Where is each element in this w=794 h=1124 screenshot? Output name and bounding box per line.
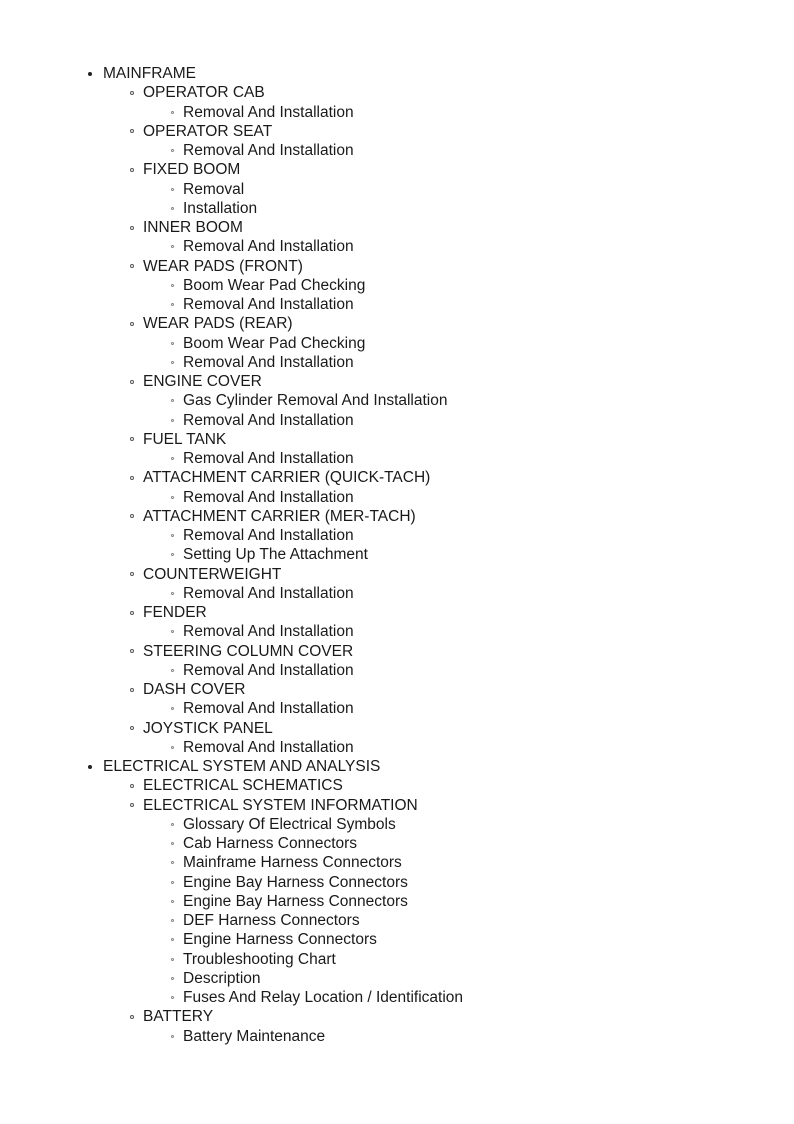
toc-item	[0, 103, 794, 122]
bullet-icon	[127, 680, 137, 699]
toc-label: Removal And Installation	[183, 142, 354, 159]
toc-label: ENGINE COVER	[143, 373, 262, 390]
toc-label: Troubleshooting Chart	[183, 950, 336, 968]
toc-item	[0, 661, 794, 680]
bullet-icon	[167, 738, 177, 757]
toc-label: Glossary Of Electrical Symbols	[183, 815, 396, 833]
toc-label: ELECTRICAL SYSTEM AND ANALYSIS	[103, 758, 381, 775]
bullet-icon	[167, 988, 177, 1007]
toc-section	[0, 64, 794, 83]
bullet-icon	[167, 488, 177, 507]
toc-label: DASH COVER	[143, 681, 246, 698]
toc-label: Cab Harness Connectors	[183, 835, 358, 852]
bullet-icon	[167, 391, 177, 410]
toc-item	[0, 449, 794, 468]
toc-item	[0, 180, 794, 199]
bullet-icon	[167, 661, 177, 680]
bullet-icon	[127, 218, 137, 237]
bullet-icon	[167, 930, 177, 949]
bullet-icon	[127, 430, 137, 449]
toc-item	[0, 353, 794, 372]
toc-item	[0, 1027, 794, 1046]
toc-subsection	[0, 430, 794, 449]
toc-item	[0, 545, 794, 564]
toc-label: Boom Wear Pad Checking	[183, 276, 366, 294]
bullet-icon	[127, 1007, 137, 1026]
toc-label: Removal And Installation	[183, 738, 354, 756]
toc-label: DEF Harness Connectors	[183, 912, 360, 929]
bullet-icon	[127, 257, 137, 276]
toc-subsection	[0, 680, 794, 699]
toc-subsection	[0, 1007, 794, 1026]
bullet-icon	[167, 892, 177, 911]
toc-item	[0, 391, 794, 410]
toc-subsection	[0, 218, 794, 237]
toc-label: STEERING COLUMN COVER	[143, 642, 354, 660]
toc-label: Engine Bay Harness Connectors	[183, 892, 408, 910]
toc-label: Removal And Installation	[183, 238, 354, 256]
toc-item	[0, 853, 794, 872]
bullet-icon	[167, 199, 177, 218]
toc-subsection	[0, 603, 794, 622]
bullet-icon	[167, 526, 177, 545]
toc-label: FIXED BOOM	[143, 161, 241, 179]
toc-label: BATTERY	[143, 1008, 214, 1026]
toc-label: COUNTERWEIGHT	[143, 565, 282, 583]
toc-item	[0, 295, 794, 314]
bullet-icon	[167, 873, 177, 892]
bullet-icon	[167, 584, 177, 603]
toc-item	[0, 911, 794, 930]
toc-subsection	[0, 776, 794, 795]
bullet-icon	[167, 103, 177, 122]
toc-item	[0, 873, 794, 892]
bullet-icon	[167, 1027, 177, 1046]
bullet-icon	[127, 468, 137, 487]
toc-item	[0, 815, 794, 834]
toc-label: OPERATOR CAB	[143, 84, 265, 102]
toc-subsection	[0, 160, 794, 179]
toc-item	[0, 141, 794, 160]
toc-label: WEAR PADS (FRONT)	[143, 257, 303, 275]
toc-label: ELECTRICAL SCHEMATICS	[143, 777, 343, 795]
bullet-icon	[127, 314, 137, 333]
bullet-icon	[167, 950, 177, 969]
bullet-icon	[167, 699, 177, 718]
toc-subsection	[0, 719, 794, 738]
toc-label: Setting Up The Attachment	[183, 546, 368, 564]
bullet-icon	[167, 834, 177, 853]
toc-label: INNER BOOM	[143, 219, 243, 236]
toc-label: Removal And Installation	[183, 411, 354, 429]
bullet-icon	[85, 64, 95, 83]
bullet-icon	[167, 853, 177, 872]
toc-subsection	[0, 468, 794, 487]
toc-subsection	[0, 565, 794, 584]
toc-label: Removal And Installation	[183, 661, 354, 679]
bullet-icon	[167, 411, 177, 430]
bullet-icon	[127, 160, 137, 179]
toc-label: FENDER	[143, 604, 207, 621]
toc-label: Engine Bay Harness Connectors	[183, 873, 408, 891]
toc-label: Removal And Installation	[183, 103, 354, 121]
toc-label: Engine Harness Connectors	[183, 931, 377, 949]
toc-item	[0, 526, 794, 545]
bullet-icon	[167, 334, 177, 353]
toc-label: WEAR PADS (REAR)	[143, 315, 293, 333]
toc-item	[0, 622, 794, 641]
toc-label: Removal And Installation	[183, 296, 354, 313]
toc-label: Battery Maintenance	[183, 1027, 326, 1045]
toc-item	[0, 411, 794, 430]
toc-subsection	[0, 372, 794, 391]
toc-item	[0, 488, 794, 507]
toc-item	[0, 738, 794, 757]
toc-label: Mainframe Harness Connectors	[183, 854, 402, 872]
toc-subsection	[0, 83, 794, 102]
toc-item	[0, 276, 794, 295]
toc-section	[0, 757, 794, 776]
toc-label: Removal And Installation	[183, 527, 354, 544]
toc-label: Installation	[183, 199, 258, 217]
bullet-icon	[167, 815, 177, 834]
toc-label: MAINFRAME	[103, 65, 196, 82]
toc-label: FUEL TANK	[143, 430, 227, 448]
bullet-icon	[85, 757, 95, 776]
toc-label: ATTACHMENT CARRIER (QUICK-TACH)	[143, 469, 431, 487]
bullet-icon	[127, 776, 137, 795]
toc-label: OPERATOR SEAT	[143, 122, 273, 140]
toc-label: ELECTRICAL SYSTEM INFORMATION	[143, 796, 418, 814]
toc-label: Description	[183, 969, 261, 987]
toc-label: Removal	[183, 180, 245, 198]
toc-subsection	[0, 314, 794, 333]
bullet-icon	[167, 295, 177, 314]
bullet-icon	[167, 353, 177, 372]
toc-label: Removal And Installation	[183, 450, 354, 467]
bullet-icon	[127, 719, 137, 738]
bullet-icon	[167, 141, 177, 160]
toc-subsection	[0, 642, 794, 661]
toc-label: Gas Cylinder Removal And Installation	[183, 392, 448, 410]
toc-label: Boom Wear Pad Checking	[183, 334, 366, 352]
toc-label: Removal And Installation	[183, 353, 354, 371]
toc-label: ATTACHMENT CARRIER (MER-TACH)	[143, 507, 416, 525]
toc-label: Removal And Installation	[183, 488, 354, 506]
toc-item	[0, 334, 794, 353]
bullet-icon	[127, 642, 137, 661]
toc-label: JOYSTICK PANEL	[143, 719, 273, 737]
toc-label: Removal And Installation	[183, 700, 354, 718]
toc-item	[0, 892, 794, 911]
toc-item	[0, 584, 794, 603]
toc-item	[0, 699, 794, 718]
toc-item	[0, 834, 794, 853]
bullet-icon	[167, 276, 177, 295]
bullet-icon	[167, 449, 177, 468]
toc-item	[0, 969, 794, 988]
toc-item	[0, 199, 794, 218]
bullet-icon	[127, 122, 137, 141]
toc-subsection	[0, 796, 794, 815]
bullet-icon	[167, 622, 177, 641]
toc-label: Removal And Installation	[183, 623, 354, 641]
bullet-icon	[127, 83, 137, 102]
toc-subsection	[0, 507, 794, 526]
bullet-icon	[167, 237, 177, 256]
toc-label: Removal And Installation	[183, 584, 354, 602]
toc-subsection	[0, 122, 794, 141]
bullet-icon	[127, 372, 137, 391]
toc-item	[0, 237, 794, 256]
bullet-icon	[167, 911, 177, 930]
bullet-icon	[127, 565, 137, 584]
bullet-icon	[167, 545, 177, 564]
bullet-icon	[127, 603, 137, 622]
bullet-icon	[127, 796, 137, 815]
table-of-contents	[0, 64, 794, 1046]
toc-item	[0, 930, 794, 949]
toc-item	[0, 988, 794, 1007]
toc-item	[0, 950, 794, 969]
bullet-icon	[127, 507, 137, 526]
bullet-icon	[167, 180, 177, 199]
bullet-icon	[167, 969, 177, 988]
toc-subsection	[0, 257, 794, 276]
toc-label: Fuses And Relay Location / Identification	[183, 989, 464, 1006]
